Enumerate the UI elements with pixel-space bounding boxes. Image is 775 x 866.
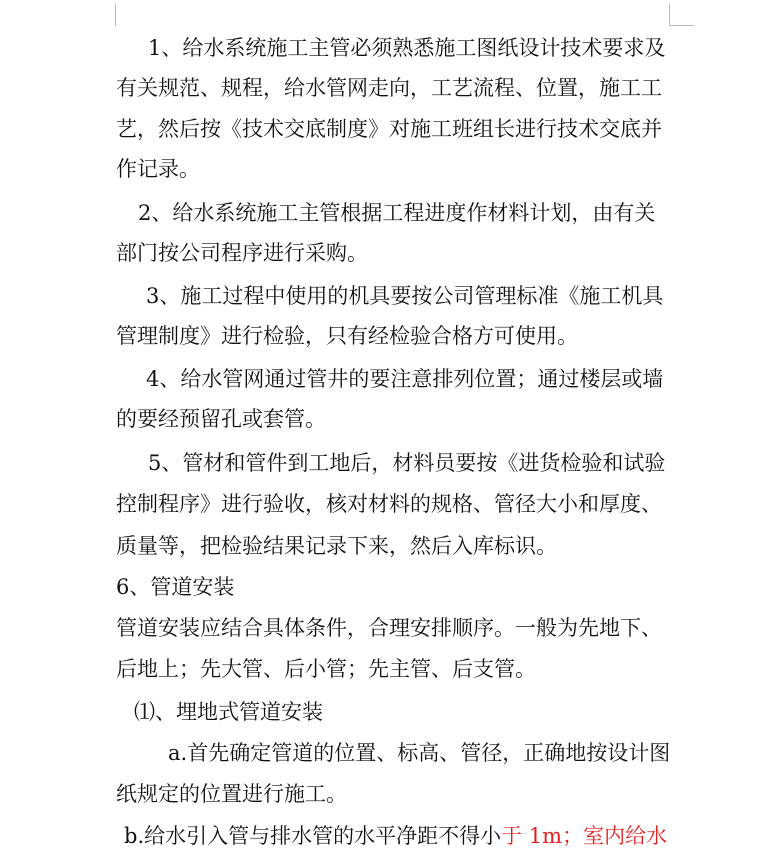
margin-mark-top-right-horizontal bbox=[670, 25, 694, 26]
section-heading-pipe-installation: 6、管道安装 bbox=[116, 575, 235, 599]
text-line: 有关规范、规程，给水管网走向，工艺流程、位置，施工工 bbox=[116, 76, 662, 100]
text-line-item-1: 1、给水系统施工主管必须熟悉施工图纸设计技术要求及 bbox=[148, 36, 666, 60]
text-line-item-5: 5、管材和管件到工地后，材料员要按《进货检验和试验 bbox=[148, 451, 666, 475]
margin-mark-top-left bbox=[115, 4, 116, 26]
text-line-item-4: 4、给水管网通过管井的要注意排列位置；通过楼层或墙 bbox=[146, 367, 664, 391]
text-line: 后地上；先大管、后小管；先主管、后支管。 bbox=[116, 657, 536, 681]
text-line: 质量等，把检验结果记录下来，然后入库标识。 bbox=[116, 534, 557, 558]
margin-mark-top-right-vertical bbox=[669, 4, 670, 26]
text-line-item-3: 3、施工过程中使用的机具要按公司管理标准《施工机具 bbox=[146, 284, 664, 308]
text-line-item-a: a.首先确定管道的位置、标高、管径，正确地按设计图 bbox=[168, 741, 671, 765]
text-red-highlight: 于 1m；室内给水 bbox=[501, 824, 668, 848]
text-line: 纸规定的位置进行施工。 bbox=[116, 782, 347, 806]
text-line: 管理制度》进行检验，只有经检验合格方可使用。 bbox=[116, 324, 578, 348]
text-line: 部门按公司程序进行采购。 bbox=[116, 241, 368, 265]
text-line: 的要经预留孔或套管。 bbox=[116, 407, 326, 431]
text-line: 控制程序》进行验收，核对材料的规格、管径大小和厚度、 bbox=[116, 492, 662, 516]
text-line: 作记录。 bbox=[116, 157, 200, 181]
subheading-buried-pipe: ⑴、埋地式管道安装 bbox=[134, 700, 323, 724]
text-line: 艺，然后按《技术交底制度》对施工班组长进行技术交底并 bbox=[116, 117, 662, 141]
text-line: 管道安装应结合具体条件，合理安排顺序。一般为先地下、 bbox=[116, 616, 662, 640]
text-black-part: b.给水引入管与排水管的水平净距不得小 bbox=[124, 824, 502, 848]
text-line-item-2: 2、给水系统施工主管根据工程进度作材料计划，由有关 bbox=[138, 201, 656, 225]
text-line-item-b bbox=[124, 816, 676, 856]
